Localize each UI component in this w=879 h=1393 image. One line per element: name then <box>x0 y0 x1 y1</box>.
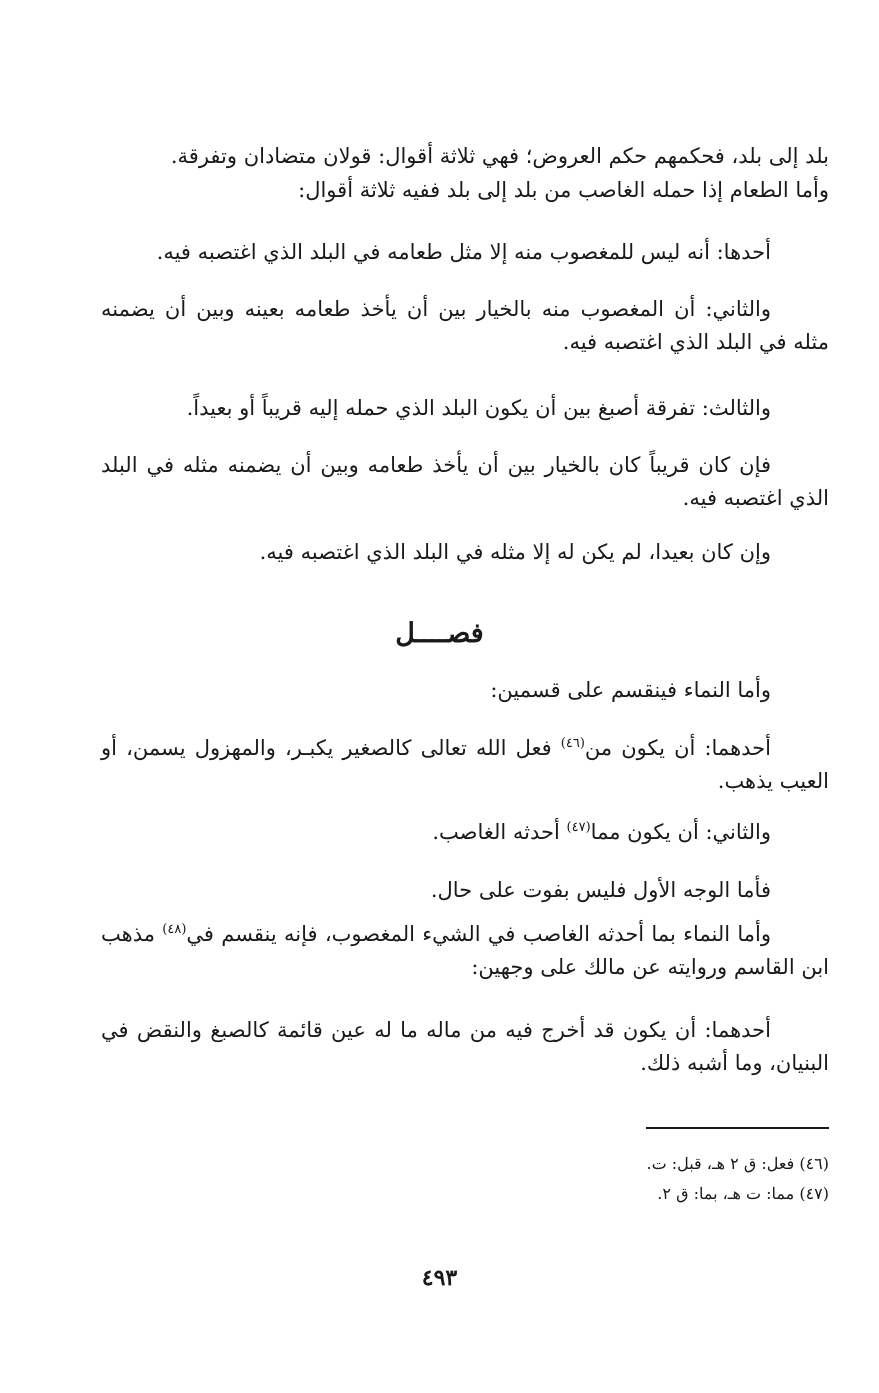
section-paragraph-6: أحدهما: أن يكون قد أخرج فيه من ماله ما له عين قائمة كالصبغ والنقض في البنيان، وما أشبه ذلك. <box>101 1018 829 1075</box>
footnote-divider <box>646 1127 829 1129</box>
paragraph-6: فإن كان قريباً كان بالخيار بين أن يأخذ طعامه وبين أن يضمنه مثله في البلد الذي اغتصبه فيه. <box>101 453 829 510</box>
paragraph-7: وإن كان بعيدا، لم يكن له إلا مثله في البلد الذي اغتصبه فيه. <box>259 540 771 564</box>
footnote-ref-46: (٤٦) <box>560 736 585 751</box>
paragraph-3: أحدها: أنه ليس للمغصوب منه إلا مثل طعامه في البلد الذي اغتصبه فيه. <box>156 240 771 264</box>
paragraph-4: والثاني: أن المغصوب منه بالخيار بين أن يأخذ طعامه بعينه وبين أن يضمنه مثله في البلد الذي اغتصبه فيه. <box>101 297 829 354</box>
section-paragraph-3-start: والثاني: أن يكون مما <box>590 820 771 844</box>
paragraph-2: وأما الطعام إذا حمله الغاصب من بلد إلى بلد ففيه ثلاثة أقوال: <box>298 178 829 202</box>
section-paragraph-2 <box>101 732 829 798</box>
section-paragraph-3-end: أحدثه الغاصب. <box>432 820 567 844</box>
section-heading: فصــــل <box>395 618 484 649</box>
paragraph-5: والثالث: تفرقة أصبغ بين أن يكون البلد الذي حمله إليه قريباً أو بعيداً. <box>186 396 771 420</box>
footnote-ref-47: (٤٧) <box>566 820 591 835</box>
section-paragraph-2-end: فعل الله تعالى كالصغير يكبـر، والمهزول يسمن، أو العيب يذهب. <box>101 736 829 793</box>
footnote-46: (٤٦) فعل: ق ٢ هـ، قبل: ت. <box>646 1154 829 1173</box>
paragraph-1: بلد إلى بلد، فحكمهم حكم العروض؛ فهي ثلاثة أقوال: قولان متضادان وتفرقة. <box>170 144 829 168</box>
footnote-47: (٤٧) مما: ت هـ، بما: ق ٢. <box>657 1184 829 1203</box>
section-paragraph-5 <box>101 918 829 984</box>
section-paragraph-1: وأما النماء فينقسم على قسمين: <box>490 678 771 702</box>
section-paragraph-4: فأما الوجه الأول فليس بفوت على حال. <box>430 878 771 902</box>
footnote-ref-48: (٤٨) <box>162 922 187 937</box>
section-paragraph-5-start: وأما النماء بما أحدثه الغاصب في الشيء المغصوب، فإنه ينقسم في <box>186 922 771 946</box>
section-paragraph-3 <box>101 816 829 849</box>
page-number: ٤٩٣ <box>421 1265 458 1291</box>
section-paragraph-2-start: أحدهما: أن يكون من <box>584 736 771 760</box>
section-paragraph-5-end: مذهب ابن القاسم وروايته عن مالك على وجهين: <box>101 922 829 979</box>
